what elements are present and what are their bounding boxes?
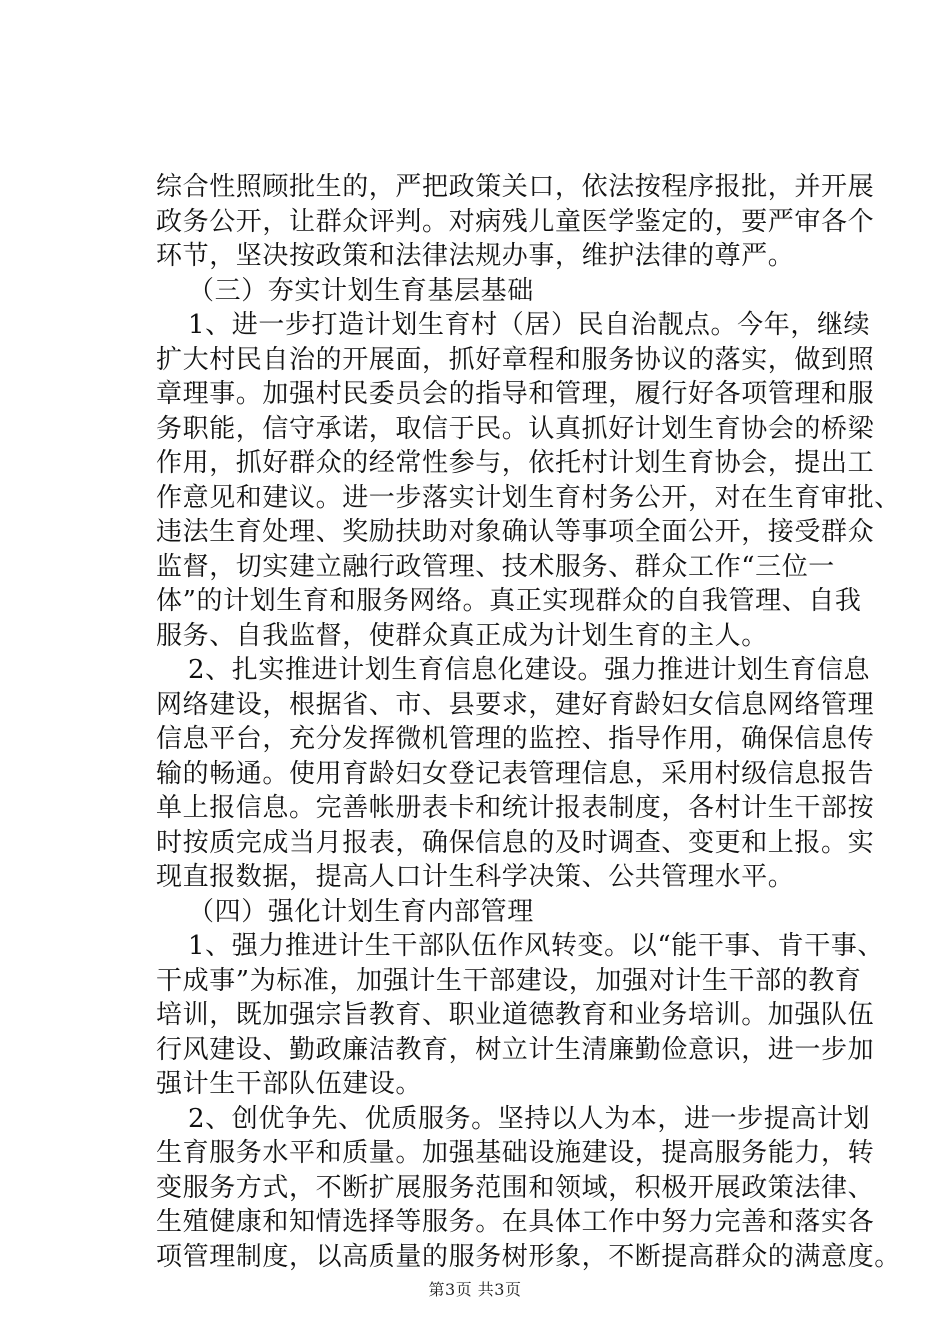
text-line: 行风建设、勤政廉洁教育，树立计生清廉勤俭意识，进一步加 bbox=[156, 1034, 875, 1065]
text-line: 项管理制度，以高质量的服务树形象，不断提高群众的满意度。 bbox=[156, 1241, 901, 1272]
text-line: 综合性照顾批生的，严把政策关口，依法按程序报批，并开展 bbox=[156, 172, 875, 202]
text-line: 扩大村民自治的开展面，抓好章程和服务协议的落实，做到照 bbox=[156, 344, 875, 375]
text-line: 生殖健康和知情选择等服务。在具体工作中努力完善和落实各 bbox=[156, 1207, 875, 1237]
text-line: 输的畅通。使用育龄妇女登记表管理信息，采用村级信息报告 bbox=[156, 758, 875, 789]
text-line: 强计生干部队伍建设。 bbox=[156, 1069, 423, 1099]
section-heading: （四）强化计划生育内部管理 bbox=[188, 896, 534, 927]
document-body bbox=[156, 170, 901, 1274]
text-line: 信息平台，充分发挥微机管理的监控、指导作用，确保信息传 bbox=[156, 724, 875, 754]
text-line: 干成事”为标准，加强计生干部建设，加强对计生干部的教育 bbox=[156, 965, 862, 996]
page-number: 第3页 共3页 bbox=[428, 1280, 522, 1299]
text-line: 作意见和建议。进一步落实计划生育村务公开，对在生育审批、 bbox=[156, 482, 901, 513]
text-line: 网络建设，根据省、市、县要求，建好育龄妇女信息网络管理 bbox=[156, 689, 875, 720]
text-line: 生育服务水平和质量。加强基础设施建设，提高服务能力，转 bbox=[156, 1138, 875, 1168]
text-line: 变服务方式，不断扩展服务范围和领域，积极开展政策法律、 bbox=[156, 1172, 875, 1203]
text-line: 环节，坚决按政策和法律法规办事，维护法律的尊严。 bbox=[156, 241, 795, 271]
text-line: 2、创优争先、优质服务。坚持以人为本，进一步提高计划 bbox=[188, 1103, 871, 1134]
text-line: 时按质完成当月报表，确保信息的及时调查、变更和上报。实 bbox=[156, 827, 875, 858]
text-line: 监督，切实建立融行政管理、技术服务、群众工作“三位一 bbox=[156, 551, 835, 582]
text-line: 作用，抓好群众的经常性参与，依托村计划生育协会，提出工 bbox=[156, 448, 875, 478]
text-line: 单上报信息。完善帐册表卡和统计报表制度，各村计生干部按 bbox=[156, 793, 875, 823]
text-line: 2、扎实推进计划生育信息化建设。强力推进计划生育信息 bbox=[188, 655, 871, 685]
text-line: 服务、自我监督，使群众真正成为计划生育的主人。 bbox=[156, 620, 768, 651]
text-line: 体”的计划生育和服务网络。真正实现群众的自我管理、自我 bbox=[156, 586, 862, 616]
text-line: 政务公开，让群众评判。对病残儿童医学鉴定的，要严审各个 bbox=[156, 206, 875, 237]
text-line: 1、强力推进计生干部队伍作风转变。以“能干事、肯干事、 bbox=[188, 931, 885, 961]
text-line: 章理事。加强村民委员会的指导和管理，履行好各项管理和服 bbox=[156, 379, 875, 409]
section-heading: （三）夯实计划生育基层基础 bbox=[188, 275, 534, 306]
text-line: 现直报数据，提高人口计生科学决策、公共管理水平。 bbox=[156, 862, 795, 892]
text-line: 培训，既加强宗旨教育、职业道德教育和业务培训。加强队伍 bbox=[156, 1000, 875, 1030]
text-line: 1、进一步打造计划生育村（居）民自治靓点。今年，继续 bbox=[188, 310, 871, 340]
text-line: 务职能，信守承诺，取信于民。认真抓好计划生育协会的桥梁 bbox=[156, 413, 875, 444]
text-line: 违法生育处理、奖励扶助对象确认等事项全面公开，接受群众 bbox=[156, 517, 875, 547]
